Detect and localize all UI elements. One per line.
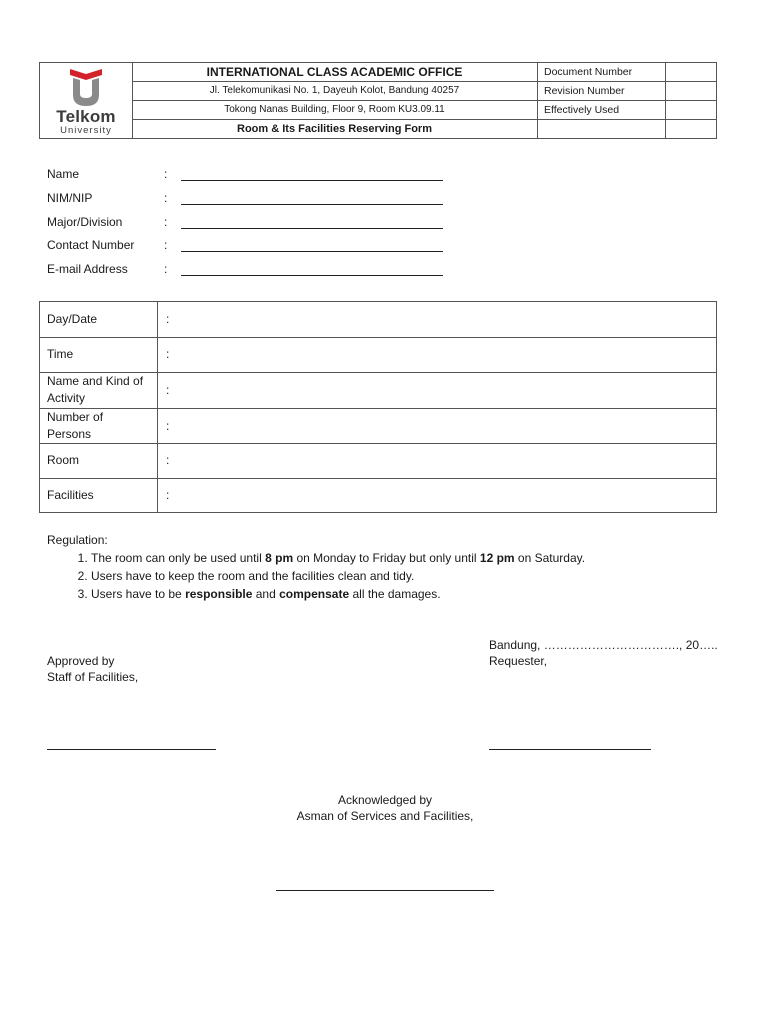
persons-colon: : (166, 419, 170, 433)
office-address: Jl. Telekomunikasi No. 1, Dayeuh Kolot, Bandung 40257 (209, 85, 460, 96)
nim-nip-colon: : (164, 191, 168, 205)
time-label: Time (47, 347, 74, 361)
form-title: Room & Its Facilities Reserving Form (237, 123, 432, 135)
persons-label: Number of Persons (47, 410, 104, 441)
time-colon: : (166, 347, 170, 361)
day-date-colon: : (166, 312, 170, 326)
regulation-time-saturday: 12 pm (479, 551, 515, 565)
booking-row-facilities[interactable] (40, 479, 716, 512)
effective-label: Effectively Used (544, 104, 620, 116)
empty-label-cell (538, 120, 666, 138)
name-input-line[interactable] (181, 180, 443, 181)
regulation-responsible: responsible (185, 587, 253, 601)
booking-details-table (39, 301, 717, 513)
effective-label-cell (538, 101, 666, 120)
office-title-cell (132, 63, 538, 82)
contact-number-label: Contact Number (47, 238, 135, 252)
booking-row-room[interactable] (40, 444, 716, 479)
revision-label: Revision Number (544, 85, 625, 97)
revision-value-cell[interactable] (666, 82, 716, 101)
acknowledged-by-label: Acknowledged by (337, 793, 433, 807)
booking-row-activity[interactable] (40, 373, 716, 409)
email-address-input-line[interactable] (181, 275, 443, 276)
regulation-item-2: 2. Users have to keep the room and the facilities clean and tidy. (91, 567, 727, 585)
doc-number-value-cell[interactable] (666, 63, 716, 82)
doc-number-label-cell (538, 63, 666, 82)
telkom-university-logo-icon (53, 66, 119, 108)
regulation-item-1: 1. The room can only be used until 8 pm on Monday to Friday but only until 12 pm on Saturday. (91, 549, 727, 567)
regulation-list (47, 549, 727, 603)
office-building: Tokong Nanas Building, Floor 9, Room KU3.09.11 (224, 104, 445, 115)
nim-nip-input-line[interactable] (181, 204, 443, 205)
email-address-label: E-mail Address (47, 262, 128, 276)
building-cell (132, 101, 538, 120)
email-address-colon: : (164, 262, 168, 276)
room-colon: : (166, 453, 170, 467)
asman-label: Asman of Services and Facilities, (296, 809, 474, 823)
logo-university-text: University (60, 125, 112, 136)
day-date-label: Day/Date (47, 312, 98, 326)
contact-number-colon: : (164, 238, 168, 252)
booking-row-time[interactable] (40, 338, 716, 373)
doc-number-label: Document Number (544, 66, 633, 78)
contact-number-input-line[interactable] (181, 251, 443, 252)
activity-label: Name and Kind of Activity (47, 374, 144, 405)
empty-value-cell (666, 120, 716, 138)
activity-colon: : (166, 383, 170, 397)
logo-telkom-text: Telkom (56, 107, 116, 126)
major-division-input-line[interactable] (181, 228, 443, 229)
requester-signature-line[interactable] (489, 749, 651, 750)
major-division-label: Major/Division (47, 215, 123, 229)
booking-row-persons[interactable] (40, 409, 716, 444)
staff-signature-line[interactable] (47, 749, 216, 750)
staff-facilities-label: Staff of Facilities, (47, 670, 139, 684)
facilities-colon: : (166, 488, 170, 502)
form-title-cell (132, 120, 538, 138)
approved-by-label: Approved by (47, 654, 115, 668)
effective-value-cell[interactable] (666, 101, 716, 120)
room-label: Room (47, 453, 80, 467)
name-colon: : (164, 167, 168, 181)
office-title: INTERNATIONAL CLASS ACADEMIC OFFICE (206, 65, 463, 79)
asman-signature-line[interactable] (276, 890, 494, 891)
name-label: Name (47, 167, 80, 181)
requester-label: Requester, (489, 654, 548, 668)
regulation-time-weekday: 8 pm (265, 551, 294, 565)
major-division-colon: : (164, 215, 168, 229)
nim-nip-label: NIM/NIP (47, 191, 93, 205)
place-date: Bandung, ……………………………., 20….. (489, 638, 718, 652)
regulation-section (47, 531, 727, 603)
regulation-heading: Regulation: (47, 533, 108, 547)
logo-cell (40, 63, 133, 138)
facilities-label: Facilities (47, 488, 94, 502)
regulation-compensate: compensate (279, 587, 350, 601)
revision-label-cell (538, 82, 666, 101)
booking-row-day-date[interactable] (40, 302, 716, 338)
document-header-table (39, 62, 717, 139)
address-cell (132, 82, 538, 101)
regulation-item-3: 3. Users have to be responsible and compensate all the damages. (91, 585, 727, 603)
